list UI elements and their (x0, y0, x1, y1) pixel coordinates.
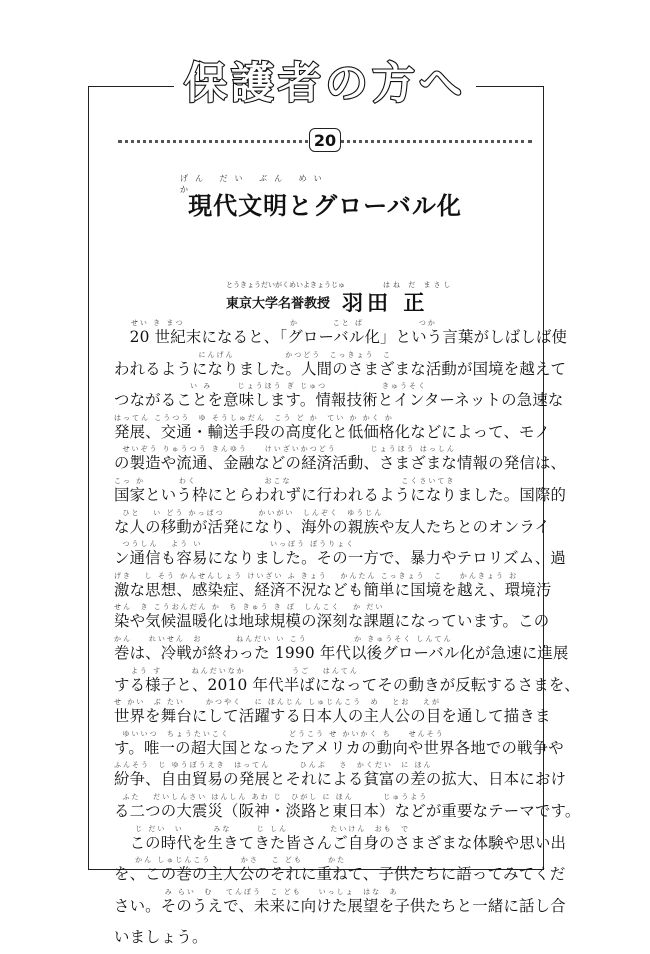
line-text: 20 世紀末になると、「グローバル化」という言葉がしばしば使 (114, 328, 568, 346)
line-text: 染や気候温暖化は地球規模の深刻な課題になっています。この (114, 612, 550, 631)
text-line (114, 697, 551, 729)
line-text: 発展、交通・輸送手段の高度化と低価格化などによって、モノ (114, 422, 551, 441)
line-furigana: かん れいせん お ねんだい い こう か きゅうそく しんてん (114, 634, 453, 643)
line-text: 巻は、冷戦が終わった 1990 年代以後グローバル化が急速に進展 (114, 643, 569, 662)
line-text: る二つの大震災（阪神・淡路と東日本）などが重要なテーマです。 (114, 801, 581, 820)
line-furigana: ふた だいしんさい はんしん あわ じ ひがし に ほん じゅうよう (114, 792, 429, 801)
text-line (114, 824, 567, 856)
line-text: する様子と、2010 年代半ばになってその動きが反転するさまを、 (114, 675, 581, 694)
text-line (114, 918, 524, 950)
line-text: われるようになりました。人間のさまざまな活動が国境を越えて (114, 359, 567, 378)
article-number-badge: 20 (309, 128, 341, 152)
author-affiliation-furigana: とうきょうだいがくめいよきょうじゅ (226, 281, 345, 289)
text-line (114, 666, 581, 698)
line-text: ン通信も容易になりました。その一方で、暴力やテロリズム、過 (114, 549, 566, 568)
line-text: いましょう。 (114, 928, 208, 947)
line-furigana: よう す ねんだいなか うご はんてん (114, 666, 359, 675)
text-line (114, 792, 581, 824)
line-text: な人の移動が活発になり、海外の親族や友人たちとのオンライ (114, 517, 551, 536)
line-furigana: せいぞう りゅうつう きんゆう けいざいかつどう じょうほう はっしん (114, 445, 456, 454)
line-furigana: せ かい ぶ たい かつやく に ほんじん しゅじんこう め とお えが (114, 698, 441, 707)
text-line (114, 508, 551, 540)
line-furigana: げき し そう かんせんしょう けいざい ふ きょう かんたん こっきょう こ かんきょう お (114, 571, 519, 580)
author-byline (226, 287, 428, 317)
article-title: 現代文明とグローバル化 (188, 191, 462, 220)
line-furigana: せい き まつ か こと ば つか (114, 319, 437, 327)
text-line (114, 887, 566, 919)
line-text: 紛争、自由貿易の発展とそれによる貧富の差の拡大、日本におけ (114, 770, 567, 789)
text-line (114, 571, 552, 603)
line-furigana: み らい む てんぼう こ ども いっしょ はな あ (114, 887, 399, 896)
article-body (114, 318, 581, 950)
author-affiliation: 東京大学名誉教授 (226, 296, 331, 312)
text-line (114, 381, 564, 413)
line-furigana: じ だい い みな じ しん たいけん おも で (114, 824, 411, 833)
line-furigana: い み じょうほう ぎ じゅつ きゅうそく (114, 382, 428, 391)
text-line (114, 855, 566, 887)
line-furigana: にんげん かつどう こっきょう こ (114, 350, 392, 359)
line-text: さい。そのうえで、未来に向けた展望を子供たちと一緒に話し合 (114, 896, 566, 915)
author-name-furigana: はね だ まさし (383, 281, 454, 289)
text-line (114, 539, 566, 571)
line-text: を、この巻の主人公のそれに重ねて、子供たちに語ってみてくだ (114, 865, 566, 884)
line-text: 国家という枠にとらわれずに行われるようになりました。国際的 (114, 485, 567, 504)
line-text: つながることを意味します。情報技術とインターネットの急速な (114, 391, 564, 410)
line-furigana: せん き こうおんだん か ち きゅう き ぼ しんこく か だい (114, 603, 385, 612)
title-furigana: げん だい ぶん めい か (180, 174, 479, 194)
text-line (114, 350, 567, 382)
line-text: す。唯一の超大国となったアメリカの動向や世界各地での戦争や (114, 738, 564, 757)
line-text: の製造や流通、金融などの経済活動、さまざまな情報の発信は、 (114, 454, 567, 473)
text-line (114, 602, 550, 634)
line-text: この時代を生きてきた皆さんご自身のさまざまな体験や思い出 (114, 833, 567, 852)
line-text: 激な思想、感染症、経済不況なども簡単に国境を越え、環境汚 (114, 580, 552, 599)
text-line (114, 729, 564, 761)
line-furigana: こっ か わく おこな こくさいてき (114, 476, 456, 485)
banner-title: 保護者の方へ (174, 55, 476, 113)
line-furigana: はってん こうつう ゆ そうしゅだん こう ど か てい か かく か (114, 413, 394, 422)
banner (0, 55, 650, 115)
line-furigana: ひと い どう かっぱつ かいがい しんぞく ゆうじん (114, 508, 384, 517)
text-line (114, 444, 567, 476)
line-furigana: ふんそう じ ゆうぼうえき はってん ひんぷ さ かくだい に ほん (114, 761, 433, 770)
line-furigana: ゆいいつ ちょうたいこく どうこう せ かいかく ち せんそう (114, 729, 445, 738)
text-line (114, 476, 567, 508)
text-line (114, 413, 551, 445)
line-furigana: かん しゅじんこう かさ こ ども かた (114, 856, 347, 865)
author-name: 羽田 正 (342, 291, 429, 315)
text-line (114, 318, 568, 350)
text-line (114, 760, 567, 792)
line-furigana: つうしん よう い いっぽう ぼうりょく (114, 540, 356, 549)
line-text: 世界を舞台にして活躍する日本人の主人公の目を通して描きま (114, 707, 551, 726)
text-line (114, 634, 569, 666)
